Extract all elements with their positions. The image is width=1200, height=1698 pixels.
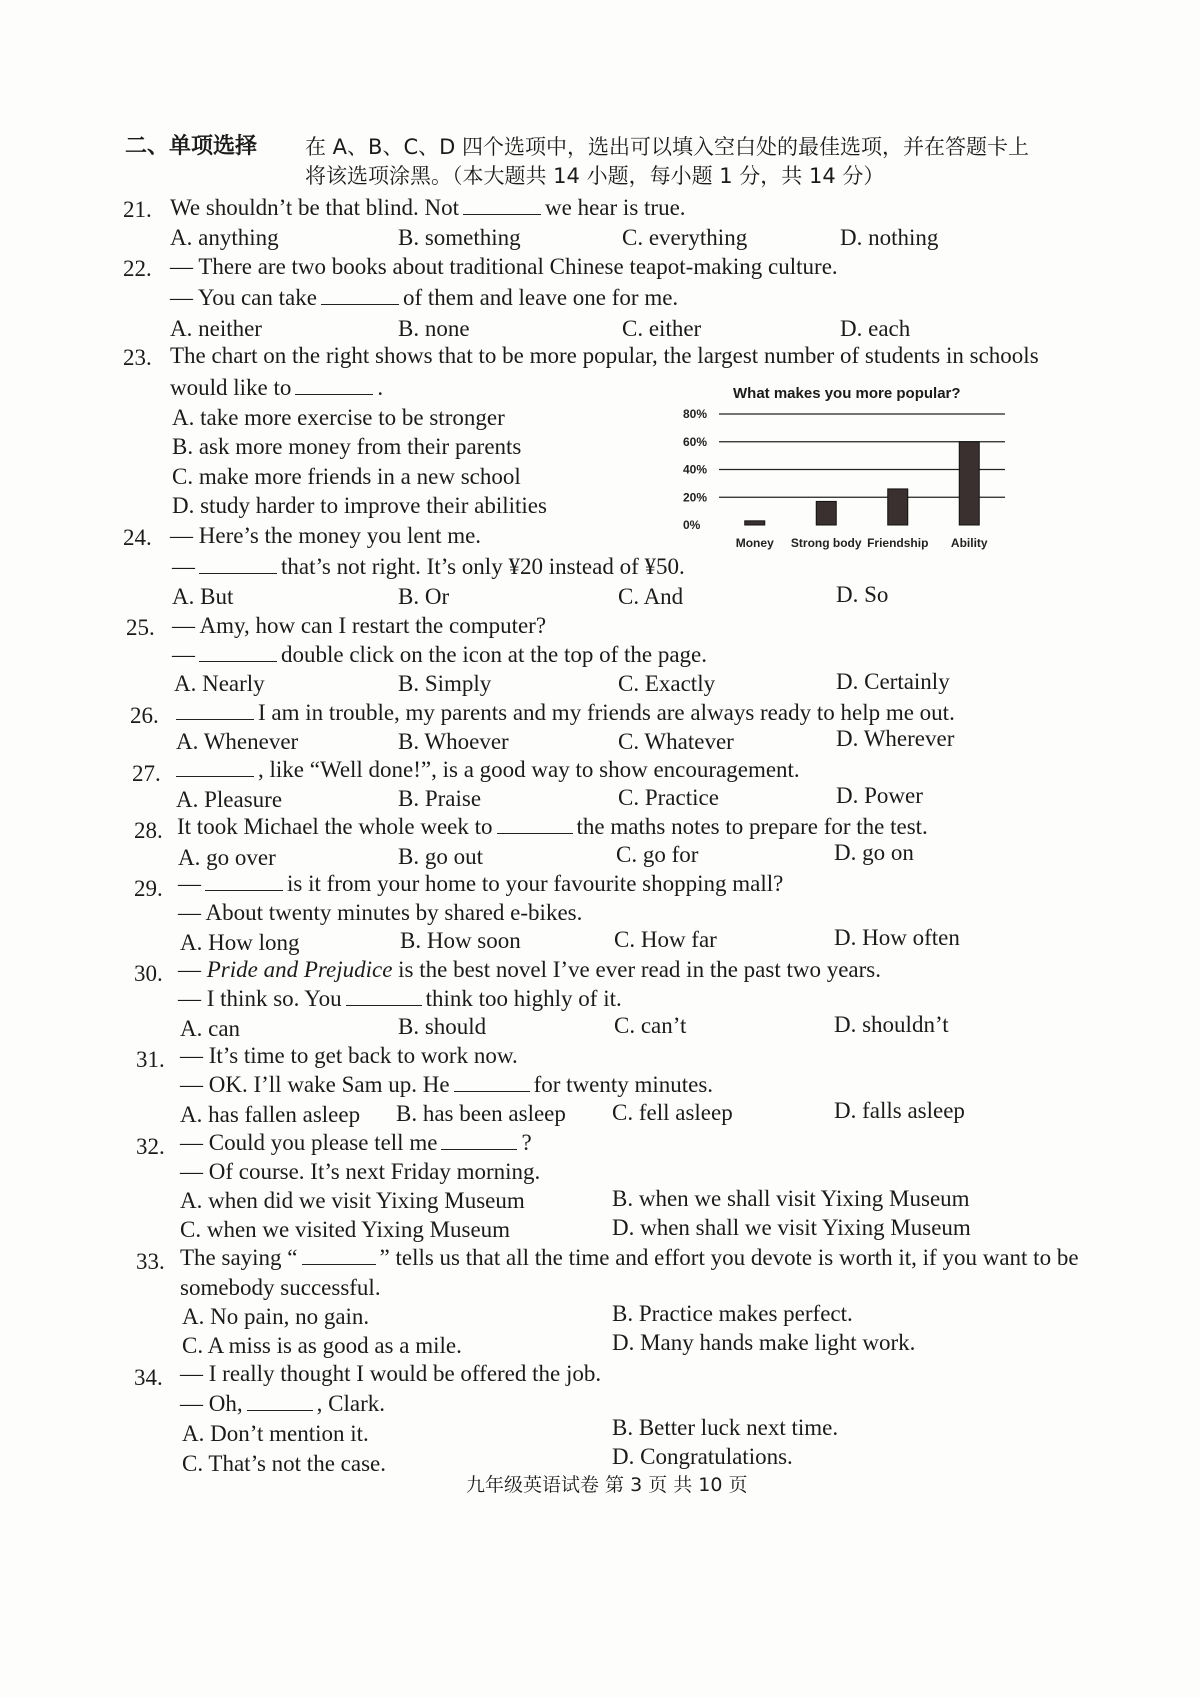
question-number: 23.: [123, 345, 152, 370]
option-d: D. Certainly: [836, 669, 950, 694]
question-23-line2: [170, 374, 383, 402]
question-number: 30.: [134, 961, 163, 986]
stem-text: , like “Well done!”, is a good way to show encouragement.: [258, 757, 800, 782]
section-title: 二、单项选择: [125, 134, 258, 159]
option-a: A. take more exercise to be stronger: [172, 405, 505, 430]
x-tick-label: Ability: [950, 536, 988, 550]
option-b: B. should: [398, 1014, 487, 1039]
option-d: D. How often: [834, 925, 960, 950]
question-34-line2: [180, 1390, 385, 1418]
option-b: B. none: [398, 316, 470, 341]
stem-text: , Clark.: [316, 1391, 385, 1416]
option-d: D. Many hands make light work.: [612, 1330, 916, 1355]
option-b: B. Practice makes perfect.: [612, 1301, 853, 1326]
stem-text: for twenty minutes.: [533, 1072, 714, 1097]
question-number: 28.: [134, 818, 163, 843]
stem-text: the maths notes to prepare for the test.: [576, 814, 928, 839]
stem-text: ” tells us that all the time and effort you devote is worth it, if you want to be: [379, 1245, 1079, 1270]
stem-text: of them and leave one for me.: [402, 285, 679, 310]
answer-blank: [205, 870, 283, 891]
option-a: A. go over: [178, 845, 276, 870]
question-26-stem: [172, 699, 955, 727]
option-c: C. That’s not the case.: [182, 1451, 386, 1476]
stem-text: —: [178, 957, 201, 982]
stem-text: that’s not right. It’s only ¥20 instead of ¥50.: [281, 554, 685, 579]
question-25-line2: [172, 641, 707, 669]
answer-blank: [199, 553, 277, 574]
question-number: 22.: [123, 256, 152, 281]
option-c: C. either: [622, 316, 702, 341]
question-31-line1: — It’s time to get back to work now.: [180, 1043, 518, 1068]
question-22-line1: — There are two books about traditional Chinese teapot-making culture.: [170, 254, 838, 279]
option-c: C. everything: [622, 225, 748, 250]
stem-text: would like to: [170, 375, 292, 400]
bar-friendship: [888, 489, 908, 525]
bar-money: [745, 521, 765, 525]
option-d: D. when shall we visit Yixing Museum: [612, 1215, 971, 1240]
option-c: C. when we visited Yixing Museum: [180, 1217, 511, 1242]
answer-blank: [199, 641, 277, 662]
stem-text: — Could you please tell me: [180, 1130, 438, 1155]
option-b: B. Or: [398, 584, 450, 609]
option-b: B. Simply: [398, 671, 492, 696]
option-a: A. No pain, no gain.: [182, 1304, 370, 1329]
question-number: 33.: [136, 1249, 165, 1274]
option-d: D. So: [836, 582, 889, 607]
book-title: Pride and Prejudice: [206, 957, 393, 982]
stem-text: think too highly of it.: [425, 986, 622, 1011]
question-30-line1: [178, 956, 881, 984]
y-tick-label: 40%: [683, 462, 708, 477]
stem-text: —: [172, 554, 195, 579]
section-instruction-line2: 将该选项涂黑。（本大题共 14 小题，每小题 1 分，共 14 分）: [305, 164, 885, 188]
page-footer: 九年级英语试卷 第 3 页 共 10 页: [466, 1474, 748, 1496]
question-number: 26.: [130, 703, 159, 728]
option-b: B. go out: [398, 844, 483, 869]
section-instruction-line1: 在 A、B、C、D 四个选项中，选出可以填入空白处的最佳选项，并在答题卡上: [305, 135, 1029, 159]
option-c: C. A miss is as good as a mile.: [182, 1333, 462, 1358]
answer-blank: [247, 1390, 313, 1411]
option-b: B. ask more money from their parents: [172, 434, 522, 459]
option-d: D. nothing: [840, 225, 939, 250]
question-number: 34.: [134, 1365, 163, 1390]
stem-text: We shouldn’t be that blind. Not: [170, 195, 460, 220]
question-29-line2: — About twenty minutes by shared e-bikes.: [178, 900, 583, 925]
y-tick-label: 80%: [683, 407, 708, 421]
answer-blank: [321, 284, 399, 305]
option-a: A. Don’t mention it.: [182, 1421, 369, 1446]
stem-text: It took Michael the whole week to: [177, 814, 493, 839]
answer-blank: [497, 813, 573, 834]
stem-text: —: [172, 642, 195, 667]
question-number: 27.: [132, 761, 161, 786]
question-31-line2: [180, 1071, 713, 1099]
option-b: B. Better luck next time.: [612, 1415, 839, 1440]
stem-text: — Oh,: [180, 1391, 243, 1416]
option-a: A. Nearly: [174, 671, 265, 696]
answer-blank: [454, 1071, 530, 1092]
y-tick-label: 60%: [683, 434, 708, 449]
question-number: 29.: [134, 876, 163, 901]
option-a: A. has fallen asleep: [180, 1102, 361, 1127]
option-d: D. Congratulations.: [612, 1444, 793, 1469]
option-d: D. shouldn’t: [834, 1012, 949, 1037]
stem-text: double click on the icon at the top of the page.: [281, 642, 708, 667]
option-d: D. Power: [836, 783, 923, 808]
option-d: D. each: [840, 316, 911, 341]
question-27-stem: [172, 756, 800, 784]
stem-text: I am in trouble, my parents and my friends are always ready to help me out.: [258, 700, 955, 725]
stem-text: — OK. I’ll wake Sam up. He: [180, 1072, 450, 1097]
bar-ability: [959, 442, 979, 525]
question-32-line2: — Of course. It’s next Friday morning.: [180, 1159, 541, 1184]
stem-text: The saying “: [180, 1245, 298, 1270]
bar-strong-body: [816, 501, 836, 525]
question-28-stem: [177, 813, 928, 841]
y-tick-label: 20%: [683, 490, 708, 505]
option-c: C. fell asleep: [612, 1100, 733, 1125]
question-32-line1: [180, 1129, 532, 1157]
question-22-line2: [170, 284, 678, 312]
option-d: D. Wherever: [836, 726, 955, 751]
y-tick-label: 0%: [683, 518, 701, 532]
stem-text: ?: [521, 1130, 532, 1155]
question-25-line1: — Amy, how can I restart the computer?: [172, 613, 547, 638]
question-number: 25.: [126, 615, 155, 640]
question-33-line1: [180, 1244, 1079, 1272]
answer-blank: [295, 374, 373, 395]
question-number: 32.: [136, 1134, 165, 1159]
option-c: C. go for: [616, 842, 699, 867]
chart-canvas: [675, 400, 1015, 560]
option-a: A. neither: [170, 316, 262, 341]
option-a: A. Whenever: [176, 729, 299, 754]
x-tick-label: Money: [735, 536, 774, 550]
question-24-line1: — Here’s the money you lent me.: [170, 523, 482, 548]
stem-text: — I think so. You: [178, 986, 342, 1011]
x-tick-label: Friendship: [867, 536, 929, 550]
stem-text: is the best novel I’ve ever read in the past two years.: [398, 957, 881, 982]
chart-title: What makes you more popular?: [733, 385, 961, 402]
answer-blank: [463, 194, 541, 215]
option-c: C. How far: [614, 927, 717, 952]
option-b: B. when we shall visit Yixing Museum: [612, 1186, 970, 1211]
option-b: B. How soon: [400, 928, 521, 953]
option-c: C. can’t: [614, 1013, 687, 1038]
answer-blank: [302, 1244, 376, 1265]
option-d: D. go on: [834, 840, 914, 865]
question-33-line2: somebody successful.: [180, 1275, 381, 1300]
question-34-line1: — I really thought I would be offered the job.: [180, 1361, 602, 1386]
option-a: A. anything: [170, 225, 279, 250]
question-30-line2: [178, 985, 622, 1013]
option-a: A. can: [180, 1016, 241, 1041]
option-d: D. study harder to improve their abilities: [172, 493, 547, 518]
question-23-line1: The chart on the right shows that to be more popular, the largest number of students in schools: [170, 343, 1039, 368]
question-21-stem: [170, 194, 686, 222]
stem-text: — You can take: [170, 285, 317, 310]
option-c: C. Practice: [618, 785, 719, 810]
option-c: C. Exactly: [618, 671, 716, 696]
option-b: B. something: [398, 225, 521, 250]
stem-text: —: [178, 871, 201, 896]
question-number: 21.: [123, 197, 152, 222]
question-24-line2: [172, 553, 685, 581]
option-b: B. Whoever: [398, 729, 509, 754]
option-a: A. when did we visit Yixing Museum: [180, 1188, 525, 1213]
answer-blank: [441, 1129, 517, 1150]
option-a: A. Pleasure: [176, 787, 283, 812]
option-b: B. Praise: [398, 786, 482, 811]
answer-blank: [176, 699, 254, 720]
option-c: C. And: [618, 584, 684, 609]
stem-text: we hear is true.: [545, 195, 686, 220]
answer-blank: [176, 756, 254, 777]
option-c: C. make more friends in a new school: [172, 464, 521, 489]
stem-text: is it from your home to your favourite shopping mall?: [287, 871, 784, 896]
question-number: 24.: [123, 525, 152, 550]
option-b: B. has been asleep: [396, 1101, 566, 1126]
question-number: 31.: [136, 1047, 165, 1072]
answer-blank: [346, 985, 422, 1006]
option-c: C. Whatever: [618, 729, 734, 754]
question-29-line1: [178, 870, 783, 898]
x-tick-label: Strong body: [790, 536, 862, 550]
option-a: A. But: [172, 584, 234, 609]
popularity-bar-chart: [675, 400, 1015, 560]
option-a: A. How long: [180, 930, 300, 955]
option-d: D. falls asleep: [834, 1098, 965, 1123]
stem-text: .: [377, 375, 384, 400]
